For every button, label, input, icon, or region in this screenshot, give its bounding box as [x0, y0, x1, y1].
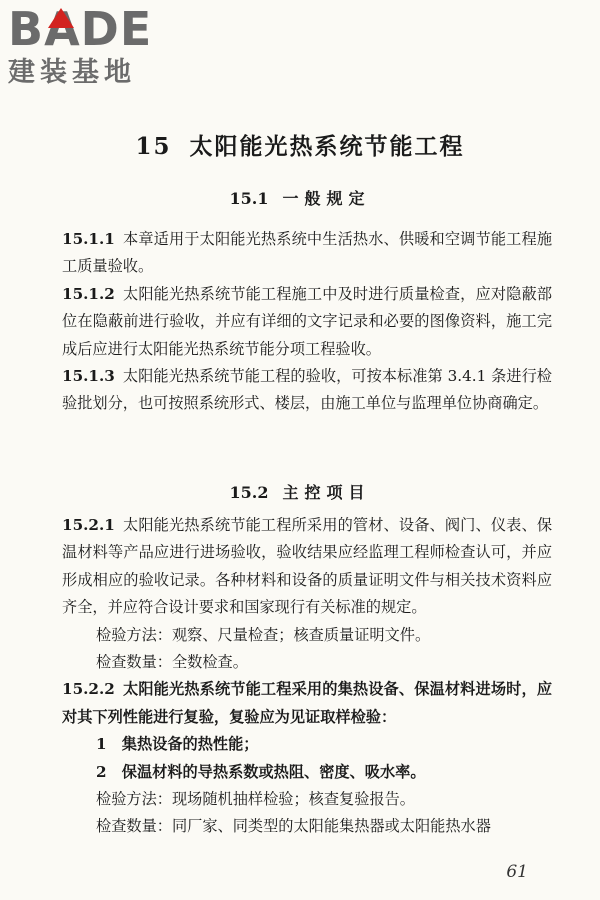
bade-logo [8, 4, 178, 94]
clause-15-2-2: 15.2.2 太阳能光热系统节能工程采用的集热设备、保温材料进场时，应对其下列性能进行复验，复验应为见证取样检验： [62, 680, 552, 726]
section-body-general [62, 226, 552, 418]
logo-subtitle: 建装基地 [8, 57, 136, 88]
clause-15-1-3: 15.1.3 太阳能光热系统节能工程的验收，可按本标准第 3.4.1 条进行检验批划分，也可按照系统形式、楼层，由施工单位与监理单位协商确定。 [62, 367, 552, 413]
section-heading-main-control: 15.2 主控项目 [229, 483, 371, 502]
clause-15-2-1: 15.2.1 太阳能光热系统节能工程所采用的管材、设备、阀门、仪表、保温材料等产品应进行进场验收，验收结果应经监理工程师检查认可，并应形成相应的验收记录。各种材料和设备的质量证明文件与相关技术资料应齐全，并应符合设计要求和国家现行有关标准的规定。 [62, 516, 552, 617]
inspection-quantity: 检查数量：同厂家、同类型的太阳能集热器或太阳能热水器 [96, 817, 491, 836]
chapter-title: 15 太阳能光热系统节能工程 [135, 133, 465, 160]
inspection-method: 检验方法：现场随机抽样检验；核查复验报告。 [96, 790, 415, 809]
logo-wordmark: B ADE [8, 2, 153, 56]
list-item: 1 集热设备的热性能； [96, 735, 259, 754]
section-body-main-control [62, 512, 552, 841]
page-number: 61 [506, 862, 528, 882]
section-heading-general: 15.1 一般规定 [229, 189, 371, 208]
logo-roof-icon [48, 8, 74, 28]
inspection-method: 检验方法：观察、尺量检查；核查质量证明文件。 [96, 625, 431, 644]
clause-15-1-2: 15.1.2 太阳能光热系统节能工程施工中及时进行质量检查，应对隐蔽部位在隐蔽前进行验收，并应有详细的文字记录和必要的图像资料，施工完成后应进行太阳能光热系统节能分项工程验收。 [62, 284, 552, 358]
inspection-quantity: 检查数量：全数检查。 [96, 653, 248, 672]
clause-15-1-1: 15.1.1 本章适用于太阳能光热系统中生活热水、供暖和空调节能工程施工质量验收。 [62, 230, 552, 276]
list-item: 2 保温材料的导热系数或热阻、密度、吸水率。 [96, 762, 426, 781]
